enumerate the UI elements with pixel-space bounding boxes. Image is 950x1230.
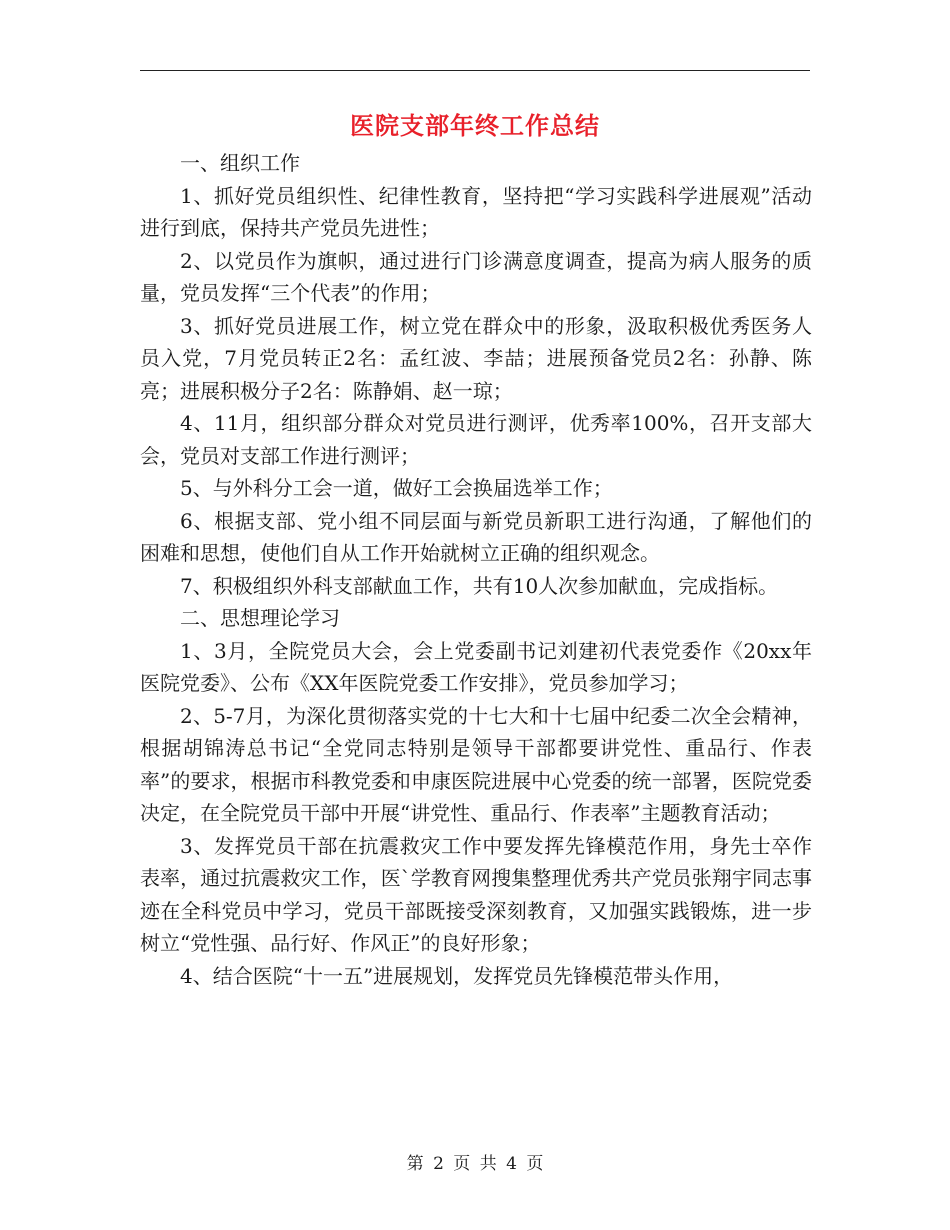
section-heading-theory-study: 二、思想理论学习	[180, 606, 340, 630]
document-title: 医院支部年终工作总结	[350, 111, 600, 140]
page-number-footer: 第 2 页 共 4 页	[406, 1154, 544, 1174]
header-rule	[140, 70, 810, 71]
paragraph-item: 7、积极组织外科支部献血工作，共有10人次参加献血，完成指标。	[180, 573, 779, 598]
paragraph-item: 4、结合医院“十一五”进展规划，发挥党员先锋模范带头作用，	[180, 963, 734, 988]
paragraph-item: 2、以党员作为旗帜，通过进行门诊满意度调查，提高为病人服务的质量，党员发挥“三个代表”的作用；	[140, 248, 812, 305]
paragraph-item: 6、根据支部、党小组不同层面与新党员新职工进行沟通，了解他们的困难和思想，使他们自从工作开始就树立正确的组织观念。	[140, 508, 812, 565]
paragraph-item: 3、抓好党员进展工作，树立党在群众中的形象，汲取积极优秀医务人员入党，7月党员转正2名：孟红波、李喆；进展预备党员2名：孙静、陈亮；进展积极分子2名：陈静娟、赵一琼；	[140, 313, 812, 403]
section-heading-organization: 一、组织工作	[180, 151, 300, 175]
document-body	[140, 147, 812, 992]
paragraph-item: 4、11月，组织部分群众对党员进行测评，优秀率100%，召开支部大会，党员对支部工作进行测评；	[140, 411, 812, 468]
paragraph-item: 1、3月，全院党员大会，会上党委副书记刘建初代表党委作《20xx年医院党委》、公布《XX年医院党委工作安排》，党员参加学习；	[140, 638, 812, 695]
paragraph-item: 1、抓好党员组织性、纪律性教育，坚持把“学习实践科学进展观”活动进行到底，保持共产党员先进性；	[140, 183, 812, 240]
paragraph-item: 3、发挥党员干部在抗震救灾工作中要发挥先锋模范作用，身先士卒作表率，通过抗震救灾工作，医`学教育网搜集整理优秀共产党员张翔宇同志事迹在全科党员中学习，党员干部既接受深刻教育，又加强实践锻炼，进一步树立“党性强、品行好、作风正”的良好形象；	[140, 833, 812, 955]
paragraph-item: 2、5-7月，为深化贯彻落实党的十七大和十七届中纪委二次全会精神，根据胡锦涛总书记“全党同志特别是领导干部都要讲党性、重品行、作表率”的要求，根据市科教党委和申康医院进展中心党委的统一部署，医院党委决定，在全院党员干部中开展“讲党性、重品行、作表率”主题教育活动；	[140, 703, 812, 825]
paragraph-item: 5、与外科分工会一道，做好工会换届选举工作；	[180, 476, 613, 500]
